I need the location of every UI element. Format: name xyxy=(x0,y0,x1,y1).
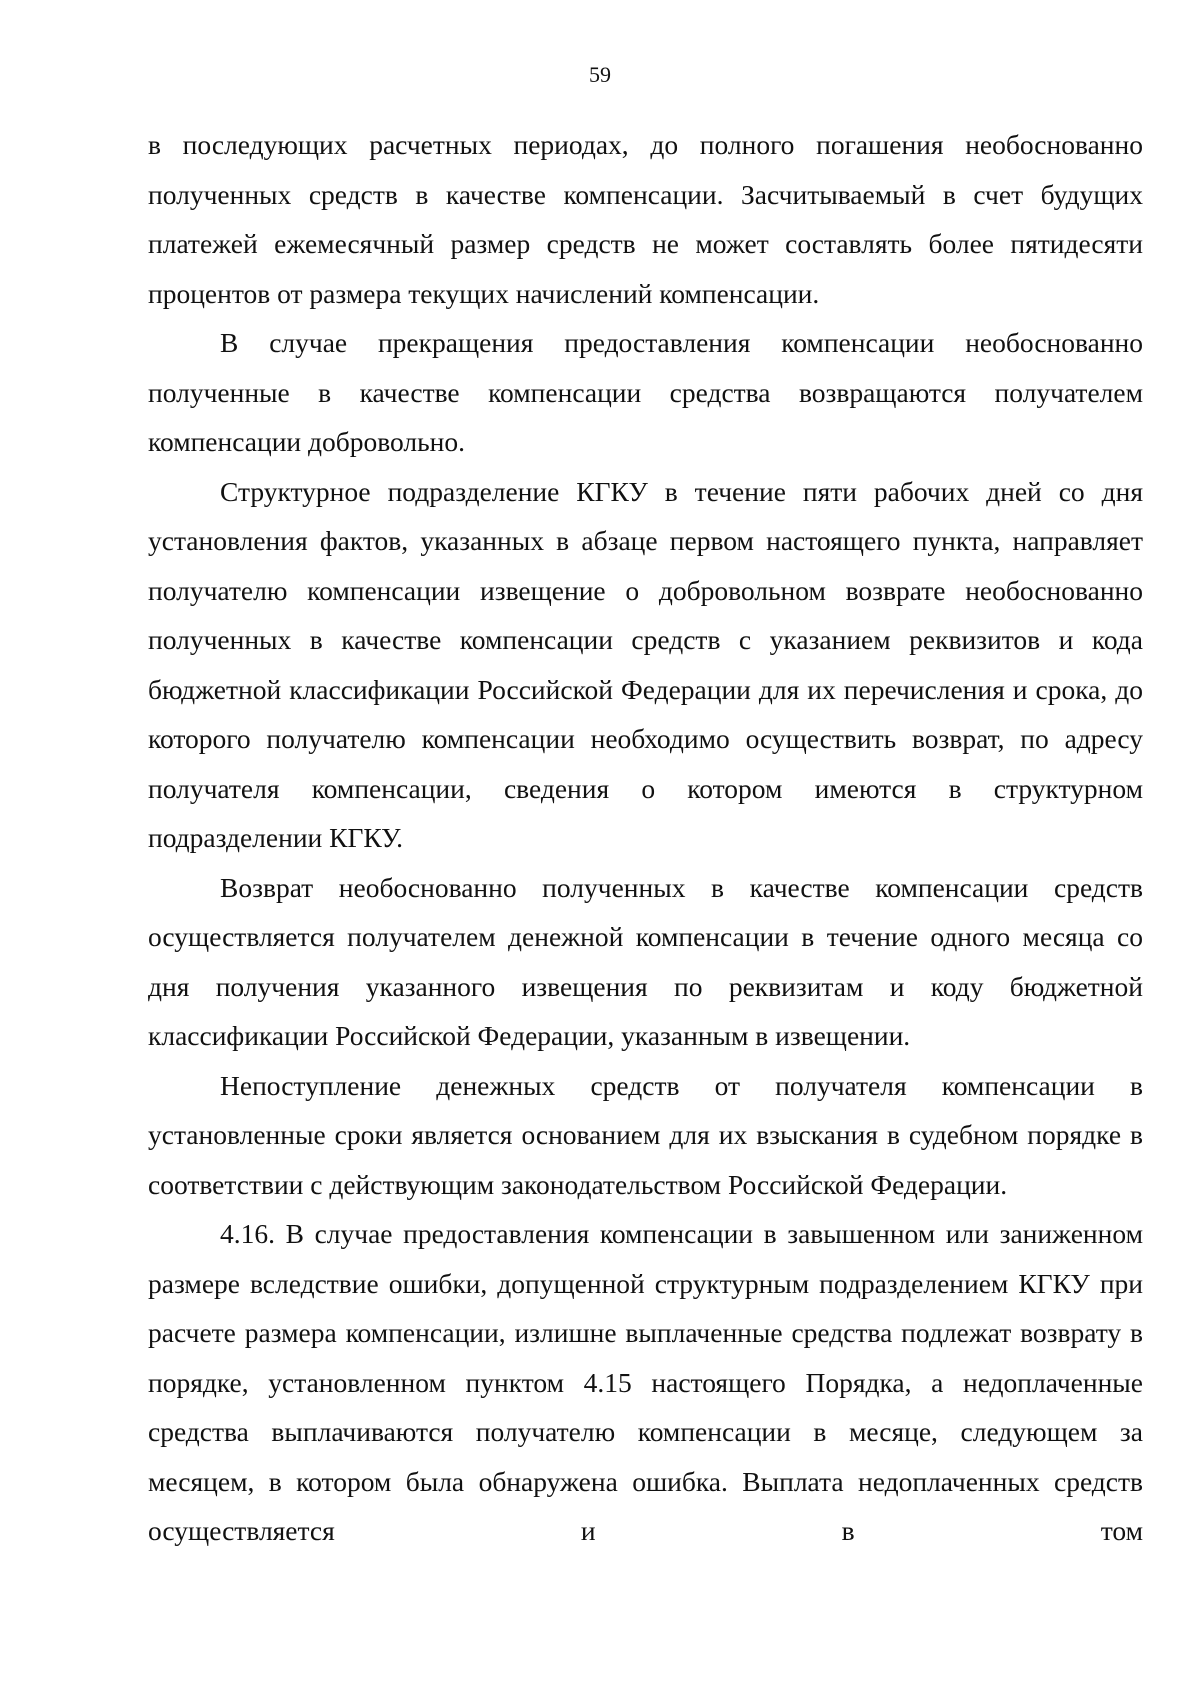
paragraph-kgku-notice: Структурное подразделение КГКУ в течение пяти рабочих дней со дня установления фактов, указанных в абзаце первом настоящего пункта, направляет получателю компенсации извещение о добровольном возврате необоснованно полученных в качестве компенсации средств с указанием реквизитов и кода бюджетной классификации Российской Федерации для их перечисления и срока, до которого получателю компенсации необходимо осуществить возврат, по адресу получателя компенсации, сведения о котором имеются в структурном подразделении КГКУ. xyxy=(148,475,1143,853)
page-number: 59 xyxy=(589,62,611,87)
paragraph-refund-procedure: Возврат необоснованно полученных в качестве компенсации средств осуществляется получателем денежной компенсации в течение одного месяца со дня получения указанного извещения по реквизитам и коду бюджетной классификации Российской Федерации, указанным в извещении. xyxy=(148,871,1143,1051)
paragraph-4-16: 4.16. В случае предоставления компенсации в завышенном или заниженном размере вследствие ошибки, допущенной структурным подразделением КГКУ при расчете размера компенсации, излишне выплаченные средства подлежат возврату в порядке, установленном пунктом 4.15 настоящего Порядка, а недоплаченные средства выплачиваются получателю компенсации в месяце, следующем за месяцем, в котором была обнаружена ошибка. Выплата недоплаченных средств осуществляется и в том xyxy=(148,1218,1143,1546)
paragraph-termination-refund: В случае прекращения предоставления компенсации необоснованно полученные в качестве компенсации средства возвращаются получателем компенсации добровольно. xyxy=(148,327,1143,457)
paragraph-judicial-recovery: Непоступление денежных средств от получателя компенсации в установленные сроки является основанием для их взыскания в судебном порядке в соответствии с действующим законодательством Российской Федерации. xyxy=(148,1069,1143,1200)
paragraph-continuation: в последующих расчетных периодах, до полного погашения необоснованно полученных средств в качестве компенсации. Засчитываемый в счет будущих платежей ежемесячный размер средств не может составлять более пятидесяти процентов от размера текущих начислений компенсации. xyxy=(148,129,1143,309)
document-body xyxy=(148,120,1143,1556)
